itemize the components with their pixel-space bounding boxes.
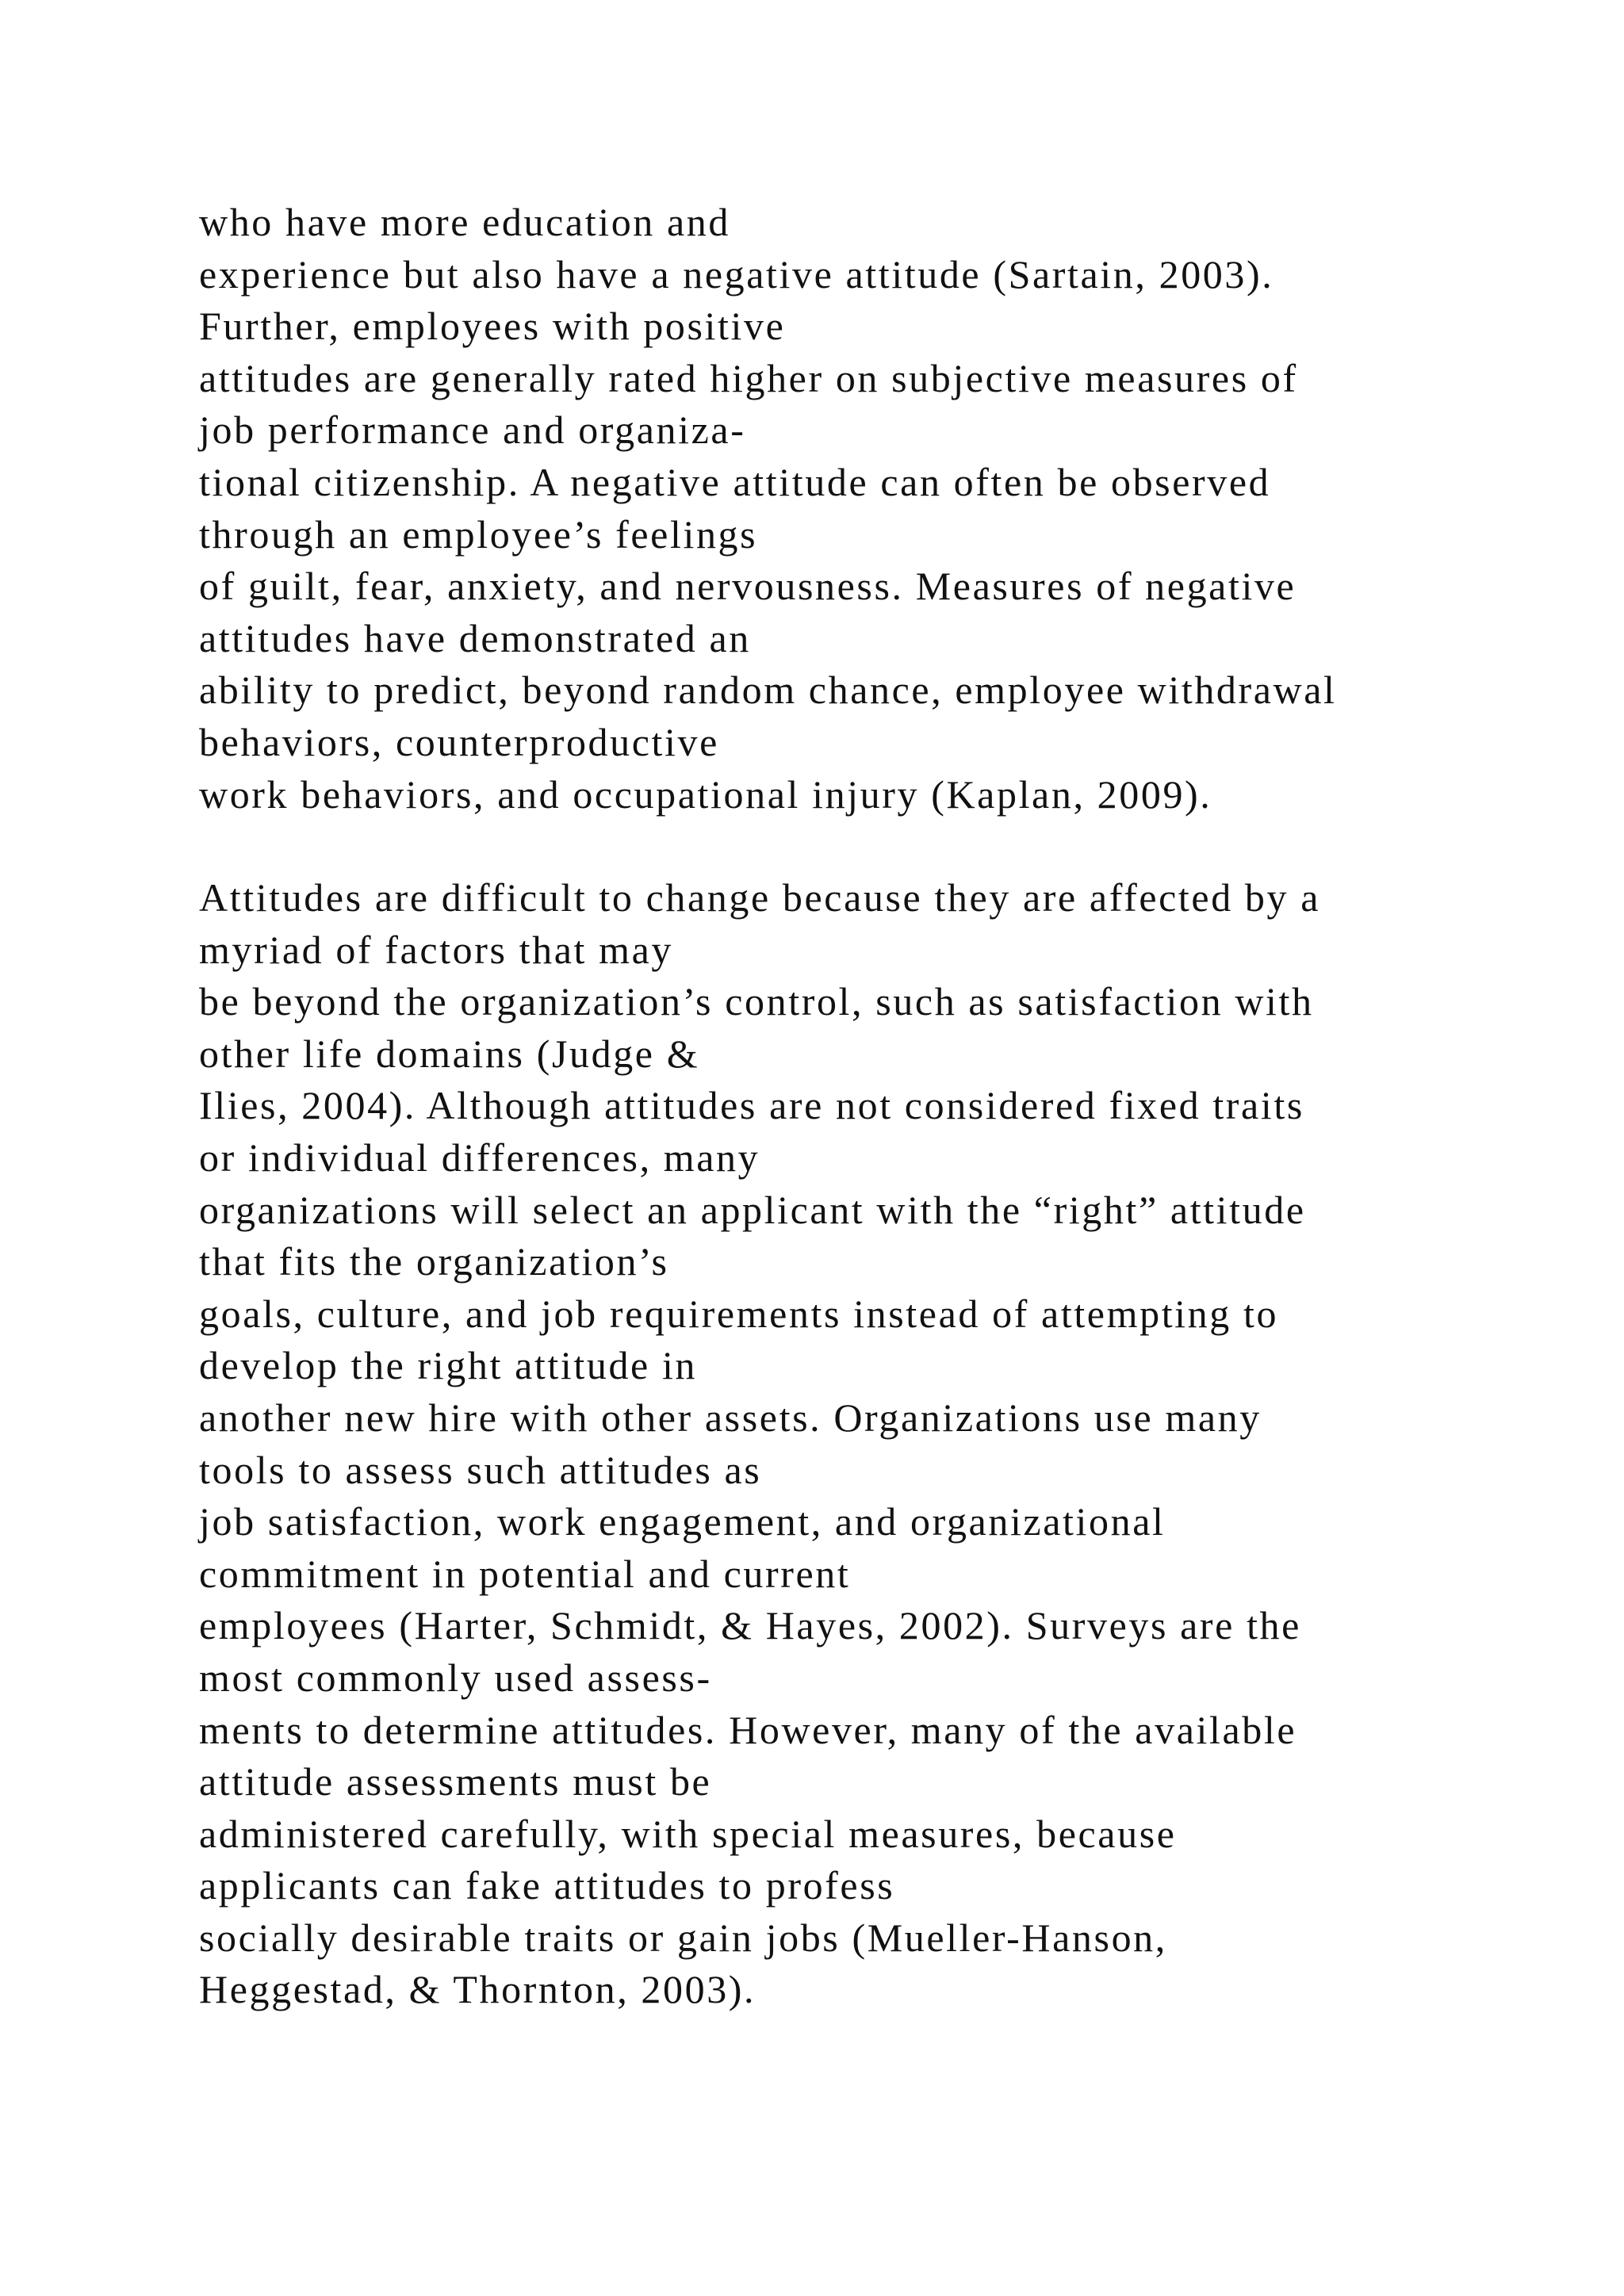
- text-line: employees (Harter, Schmidt, & Hayes, 2002). Surveys are the: [199, 1603, 1301, 1648]
- paragraph-1: [199, 197, 1595, 821]
- text-line: myriad of factors that may: [199, 927, 673, 972]
- text-line: goals, culture, and job requirements instead of attempting to: [199, 1291, 1279, 1336]
- text-line: socially desirable traits or gain jobs (Mueller-Hanson,: [199, 1915, 1167, 1960]
- text-line: Ilies, 2004). Although attitudes are not considered fixed traits: [199, 1083, 1304, 1128]
- text-line: behaviors, counterproductive: [199, 719, 719, 764]
- text-line: attitude assessments must be: [199, 1759, 712, 1804]
- text-line: or individual differences, many: [199, 1135, 760, 1180]
- text-line: attitudes have demonstrated an: [199, 615, 751, 660]
- text-line: experience but also have a negative attitude (Sartain, 2003).: [199, 251, 1274, 297]
- text-line: work behaviors, and occupational injury (Kaplan, 2009).: [199, 771, 1212, 817]
- text-line: of guilt, fear, anxiety, and nervousness. Measures of negative: [199, 564, 1297, 609]
- text-line: tools to assess such attitudes as: [199, 1447, 762, 1492]
- text-line: through an employee’s feelings: [199, 511, 758, 557]
- text-line: Attitudes are difficult to change because they are affected by a: [199, 875, 1320, 920]
- text-line: most commonly used assess-: [199, 1655, 712, 1700]
- text-line: that fits the organization’s: [199, 1239, 669, 1284]
- text-line: ments to determine attitudes. However, many of the available: [199, 1707, 1297, 1752]
- text-line: Heggestad, & Thornton, 2003).: [199, 1967, 756, 2012]
- text-line: job satisfaction, work engagement, and organizational: [199, 1499, 1166, 1544]
- text-line: administered carefully, with special measures, because: [199, 1811, 1177, 1856]
- text-line: organizations will select an applicant with the “right” attitude: [199, 1187, 1306, 1232]
- text-line: who have more education and: [199, 200, 730, 244]
- text-line: attitudes are generally rated higher on subjective measures of: [199, 355, 1298, 400]
- text-line: develop the right attitude in: [199, 1343, 698, 1388]
- text-line: Further, employees with positive: [199, 304, 786, 349]
- text-line: tional citizenship. A negative attitude can often be observed: [199, 459, 1271, 504]
- text-line: be beyond the organization’s control, such as satisfaction with: [199, 979, 1314, 1024]
- text-line: commitment in potential and current: [199, 1551, 851, 1596]
- text-line: job performance and organiza-: [199, 408, 746, 453]
- text-line: ability to predict, beyond random chance, employee withdrawal: [199, 668, 1337, 713]
- text-line: other life domains (Judge &: [199, 1031, 700, 1076]
- text-line: applicants can fake attitudes to profess: [199, 1863, 895, 1908]
- text-line: another new hire with other assets. Organizations use many: [199, 1395, 1262, 1440]
- paragraph-2: [199, 872, 1595, 2016]
